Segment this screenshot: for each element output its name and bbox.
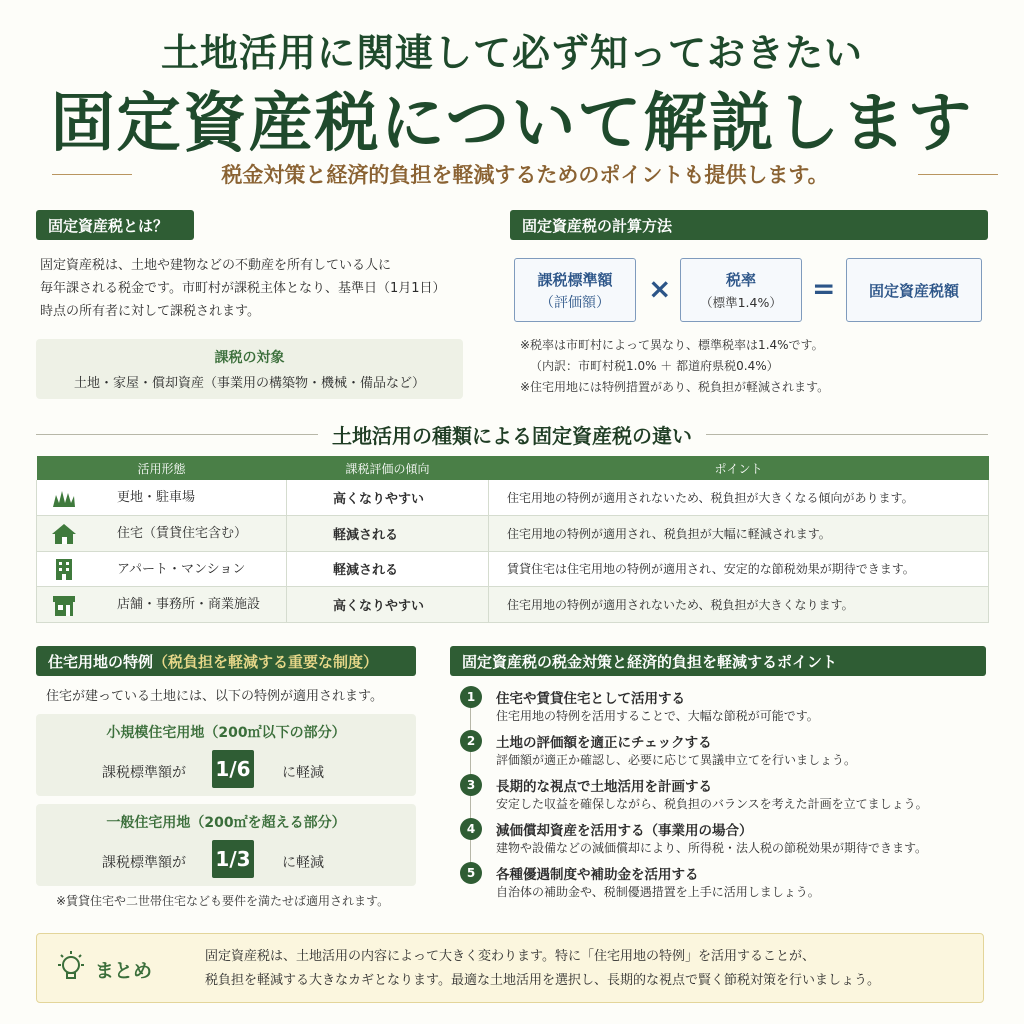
trend-cell: 高くなりやすい [287, 480, 489, 516]
table-row [37, 480, 989, 516]
general-lot-label: 課税標準額が [102, 855, 186, 871]
point-title: 減価償却資産を活用する（事業用の場合） [496, 823, 753, 839]
target-title: 課税の対象 [214, 350, 285, 366]
summary-label: まとめ [95, 960, 153, 982]
summary-line: 税負担を軽減する大きなカギとなります。最適な土地活用を選択し、長期的な視点で賢く節税対策を行いましょう。 [205, 973, 880, 988]
trend-cell: 高くなりやすい [287, 587, 489, 623]
special-note: ※賃貸住宅や二世帯住宅なども要件を満たせば適用されます。 [56, 894, 390, 908]
divider [52, 174, 132, 175]
point-title: 土地の評価額を適正にチェックする [496, 735, 712, 751]
small-lot-fraction: 1/6 [212, 750, 254, 788]
about-line: 時点の所有者に対して課税されます。 [40, 304, 260, 319]
type-cell [37, 516, 287, 552]
target-desc: 土地・家屋・償却資産（事業用の構築物・機械・備品など） [73, 376, 425, 391]
table-row [37, 551, 989, 587]
trend-cell: 軽減される [287, 516, 489, 552]
small-lot-title: 小規模住宅用地（200㎡以下の部分） [106, 725, 346, 741]
point-desc: 住宅用地の特例を活用することで、大幅な節税が可能です。 [496, 709, 819, 723]
calc-note: ※住宅用地には特例措置があり、税負担が軽減されます。 [520, 380, 830, 394]
calc-heading: 固定資産税の計算方法 [510, 210, 988, 240]
divider [36, 434, 318, 435]
point-desc: 評価額が適正か確認し、必要に応じて異議申立てを行いましょう。 [496, 753, 857, 767]
point-cell: 住宅用地の特例が適用されないため、税負担が大きくなる傾向があります。 [489, 480, 989, 516]
special-heading-text: 住宅用地の特例 [48, 652, 154, 671]
equals-sign: = [812, 272, 836, 305]
summary-line: 固定資産税は、土地活用の内容によって大きく変わります。特に「住宅用地の特例」を活用することが、 [205, 949, 815, 964]
general-lot-fraction: 1/3 [212, 840, 254, 878]
special-heading [36, 646, 416, 676]
subtitle-row [52, 158, 998, 190]
calc-box-label: 課税標準額 [537, 270, 613, 289]
about-line: 毎年課される税金です。市町村が課税主体となり、基準日（1月1日） [40, 281, 446, 296]
type-label: 更地・駐車場 [117, 490, 196, 506]
point-number: 2 [460, 730, 482, 752]
store-icon [51, 594, 77, 616]
point-number: 5 [460, 862, 482, 884]
calc-box-sublabel: （評価額） [540, 294, 610, 311]
point-number: 4 [460, 818, 482, 840]
type-label: アパート・マンション [117, 561, 246, 577]
type-cell [37, 587, 287, 623]
title-top: 土地活用に関連して必ず知っておきたい [160, 30, 863, 75]
calc-box-result [846, 258, 982, 322]
type-cell [37, 551, 287, 587]
type-cell [37, 480, 287, 516]
general-lot-box [36, 804, 416, 886]
general-lot-suffix: に軽減 [282, 855, 324, 871]
page-title: 固定資産税について解説します [50, 86, 974, 161]
column-header: ポイント [489, 456, 989, 480]
column-header: 活用形態 [37, 456, 287, 480]
calc-box-base [514, 258, 636, 322]
multiply-sign: × [648, 272, 672, 305]
calc-box-rate [680, 258, 802, 322]
grass-icon [51, 487, 77, 509]
point-title: 各種優遇制度や補助金を活用する [496, 867, 699, 883]
point-title: 長期的な視点で土地活用を計画する [496, 779, 712, 795]
calc-box-label: 税率 [725, 271, 756, 289]
point-desc: 自治体の補助金や、税制優遇措置を上手に活用しましょう。 [496, 885, 820, 899]
calc-note: ※税率は市町村によって異なり、標準税率は1.4%です。 [520, 338, 824, 352]
summary-box [36, 933, 984, 1003]
calc-box-label: 固定資産税額 [868, 281, 959, 300]
comparison-title-row [36, 420, 988, 448]
type-label: 住宅（賃貸住宅含む） [117, 526, 248, 541]
comparison-title: 土地活用の種類による固定資産税の違い [332, 423, 692, 448]
comparison-table [36, 456, 989, 623]
about-heading: 固定資産税とは？ [36, 210, 194, 240]
small-lot-suffix: に軽減 [282, 765, 324, 781]
summary-text [205, 945, 880, 993]
table-row [37, 587, 989, 623]
column-header: 課税評価の傾向 [287, 456, 489, 480]
point-cell: 住宅用地の特例が適用され、税負担が大幅に軽減されます。 [489, 516, 989, 552]
point-desc: 安定した収益を確保しながら、税負担のバランスを考えた計画を立てましょう。 [496, 797, 928, 811]
lightbulb-icon [53, 950, 89, 986]
about-line: 固定資産税は、土地や建物などの不動産を所有している人に [40, 258, 392, 273]
point-cell: 住宅用地の特例が適用されないため、税負担が大きくなります。 [489, 587, 989, 623]
about-text [40, 254, 446, 323]
trend-cell: 軽減される [287, 551, 489, 587]
target-box [36, 339, 463, 399]
small-lot-box [36, 714, 416, 796]
calc-note: （内訳：市町村税1.0% ＋ 都道府県税0.4%） [530, 359, 779, 373]
point-number: 3 [460, 774, 482, 796]
table-header-row [37, 456, 989, 480]
divider [706, 434, 988, 435]
small-lot-label: 課税標準額が [102, 765, 186, 781]
house-icon [51, 523, 77, 545]
subtitle: 税金対策と経済的負担を軽減するためのポイントも提供します。 [221, 162, 829, 187]
special-heading-highlight: （税負担を軽減する重要な制度） [153, 652, 379, 671]
table-row [37, 516, 989, 552]
divider [918, 174, 998, 175]
general-lot-title: 一般住宅用地（200㎡を超える部分） [106, 815, 346, 831]
point-number: 1 [460, 686, 482, 708]
point-cell: 賃貸住宅は住宅用地の特例が適用され、安定的な節税効果が期待できます。 [489, 551, 989, 587]
type-label: 店舗・事務所・商業施設 [117, 597, 261, 612]
apartment-icon [51, 558, 77, 580]
point-desc: 建物や設備などの減価償却により、所得税・法人税の節税効果が期待できます。 [496, 841, 928, 855]
special-intro: 住宅が建っている土地には、以下の特例が適用されます。 [46, 689, 383, 704]
point-title: 住宅や賃貸住宅として活用する [496, 691, 685, 707]
points-heading: 固定資産税の税金対策と経済的負担を軽減するポイント [450, 646, 986, 676]
calc-box-sublabel: （標準1.4%） [700, 295, 782, 310]
